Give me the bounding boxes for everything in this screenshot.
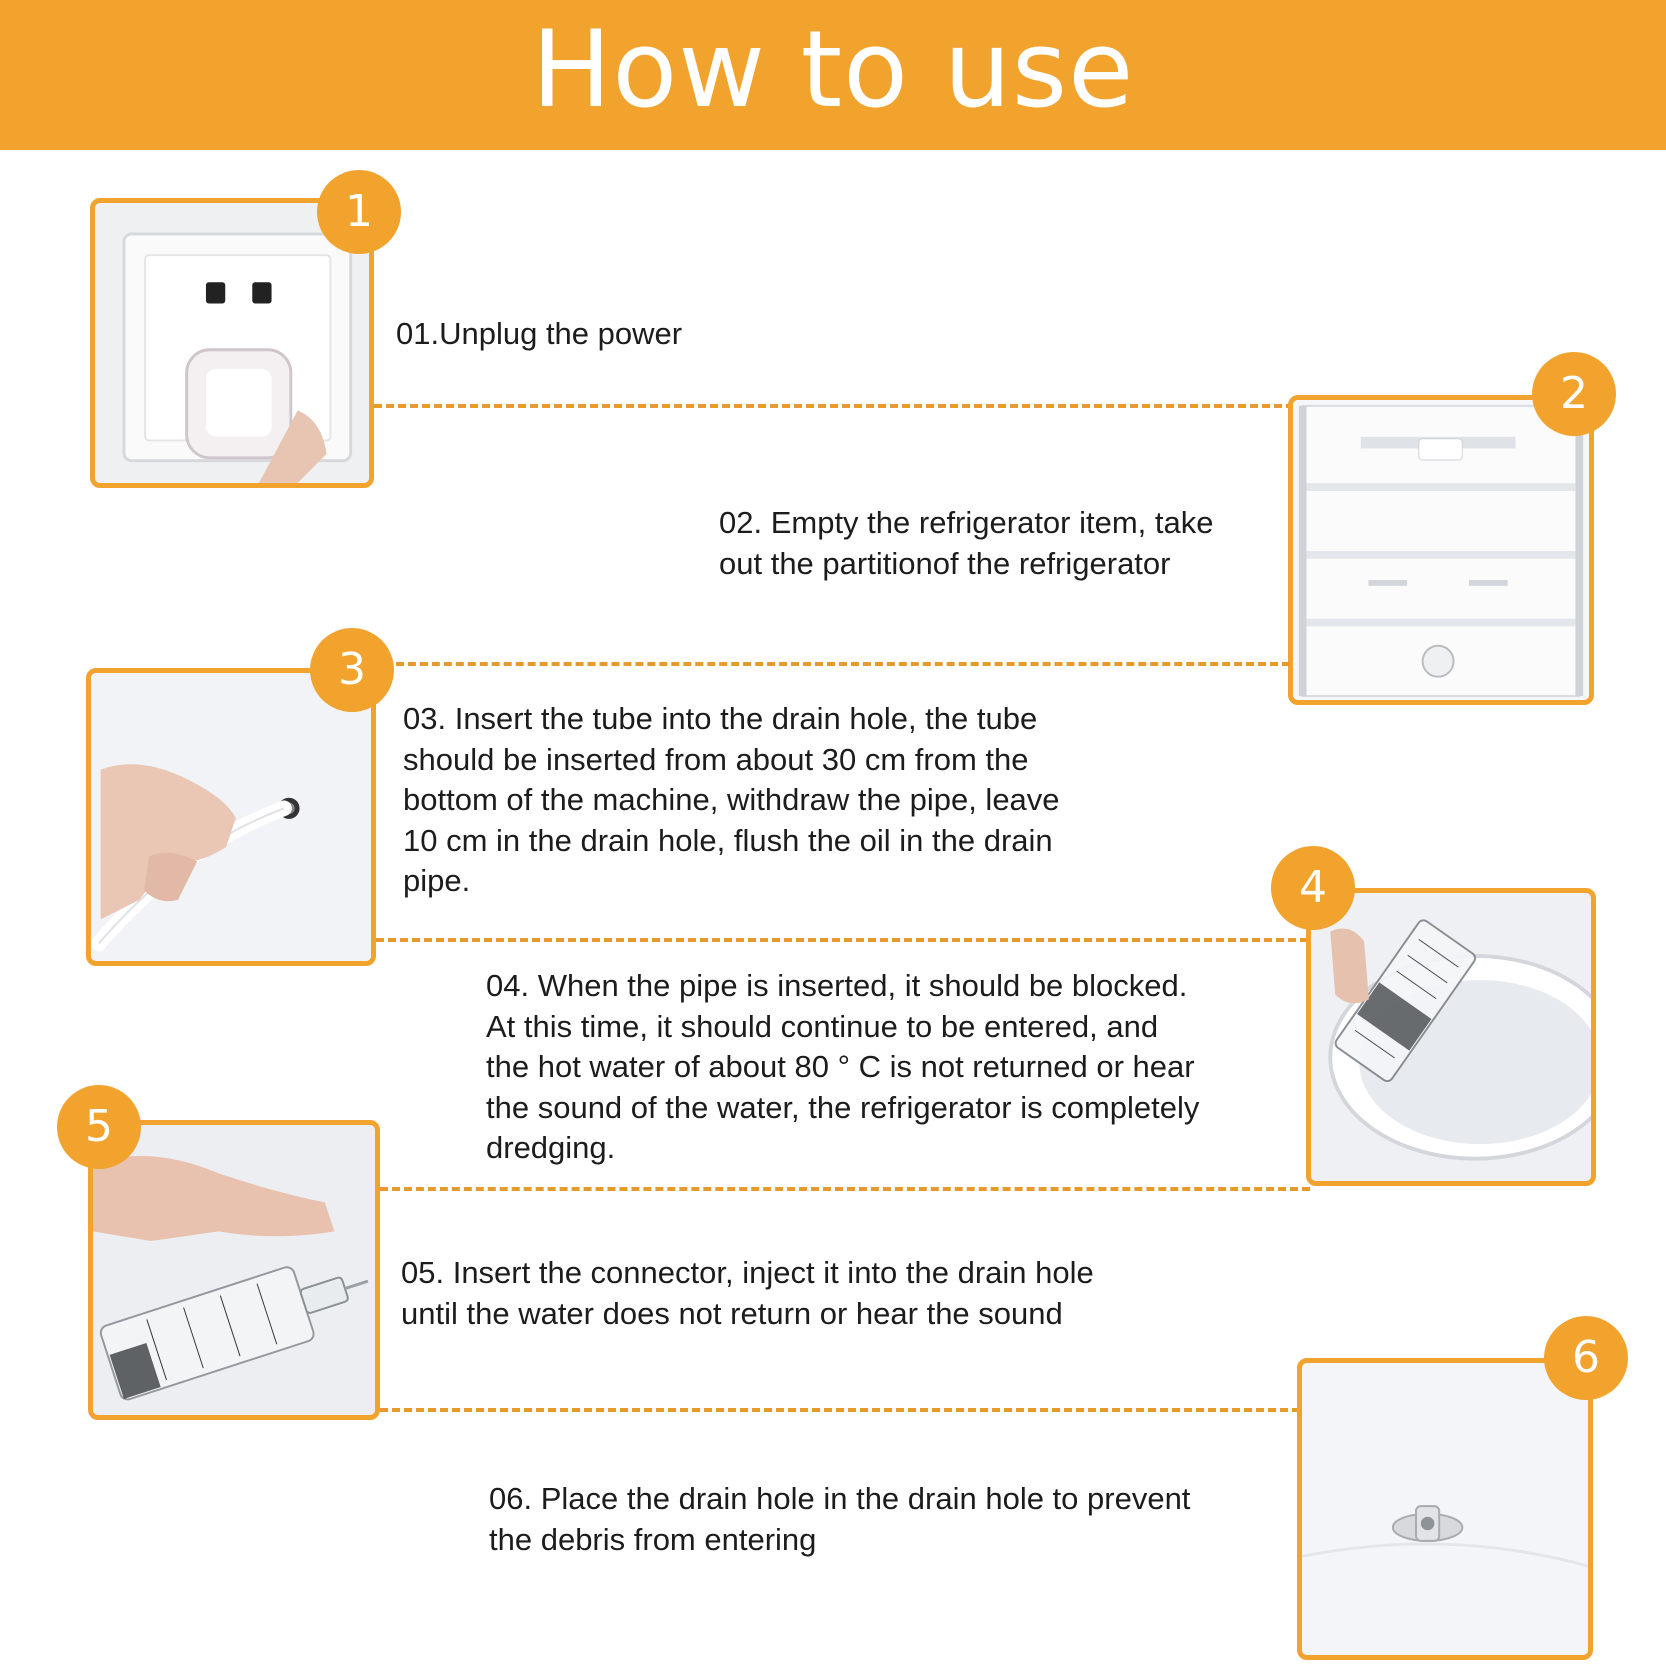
tube-insertion-icon (91, 673, 371, 961)
step-2-text: 02. Empty the refrigerator item, take out the partitionof the refrigerator (719, 505, 1214, 581)
syringe-water-basin-icon (1311, 893, 1591, 1181)
step-3-text: 03. Insert the tube into the drain hole, the tube should be inserted from about 30 cm from the bottom of the machine, withdraw the pipe, leave 10 cm in the drain hole, flush the oil in the drain pipe. (403, 701, 1060, 898)
step-6-text: 06. Place the drain hole in the drain hole to prevent the debris from entering (489, 1481, 1191, 1557)
step-1-text: 01.Unplug the power (396, 316, 683, 351)
step-6-badge: 6 (1544, 1316, 1628, 1400)
refrigerator-interior-icon (1293, 400, 1589, 700)
step-5-text: 05. Insert the connector, inject it into the drain hole until the water does not return or hear the sound (401, 1255, 1094, 1331)
syringe-injection-icon (93, 1125, 375, 1415)
step-2-image (1288, 395, 1594, 705)
page-title: How to use (531, 8, 1135, 131)
divider-1 (374, 404, 1294, 408)
drain-plug-icon (1302, 1363, 1588, 1655)
step-3-badge: 3 (310, 628, 394, 712)
divider-2 (372, 662, 1290, 666)
divider-4 (380, 1187, 1310, 1191)
divider-5 (380, 1408, 1300, 1412)
title-banner (0, 0, 1666, 150)
step-5-image (88, 1120, 380, 1420)
step-4-text: 04. When the pipe is inserted, it should be blocked. At this time, it should continue to be entered, and the hot water of about 80 ° C is not returned or hear the sound of the water, the refrigerator is completely dredging. (486, 968, 1200, 1165)
step-4-image (1306, 888, 1596, 1186)
step-1-badge: 1 (317, 170, 401, 254)
step-4-badge: 4 (1271, 846, 1355, 930)
power-socket-icon (95, 203, 369, 483)
step-3-image (86, 668, 376, 966)
step-2-badge: 2 (1532, 352, 1616, 436)
step-6-image (1297, 1358, 1593, 1660)
step-5-badge: 5 (57, 1085, 141, 1169)
divider-3 (376, 938, 1308, 942)
